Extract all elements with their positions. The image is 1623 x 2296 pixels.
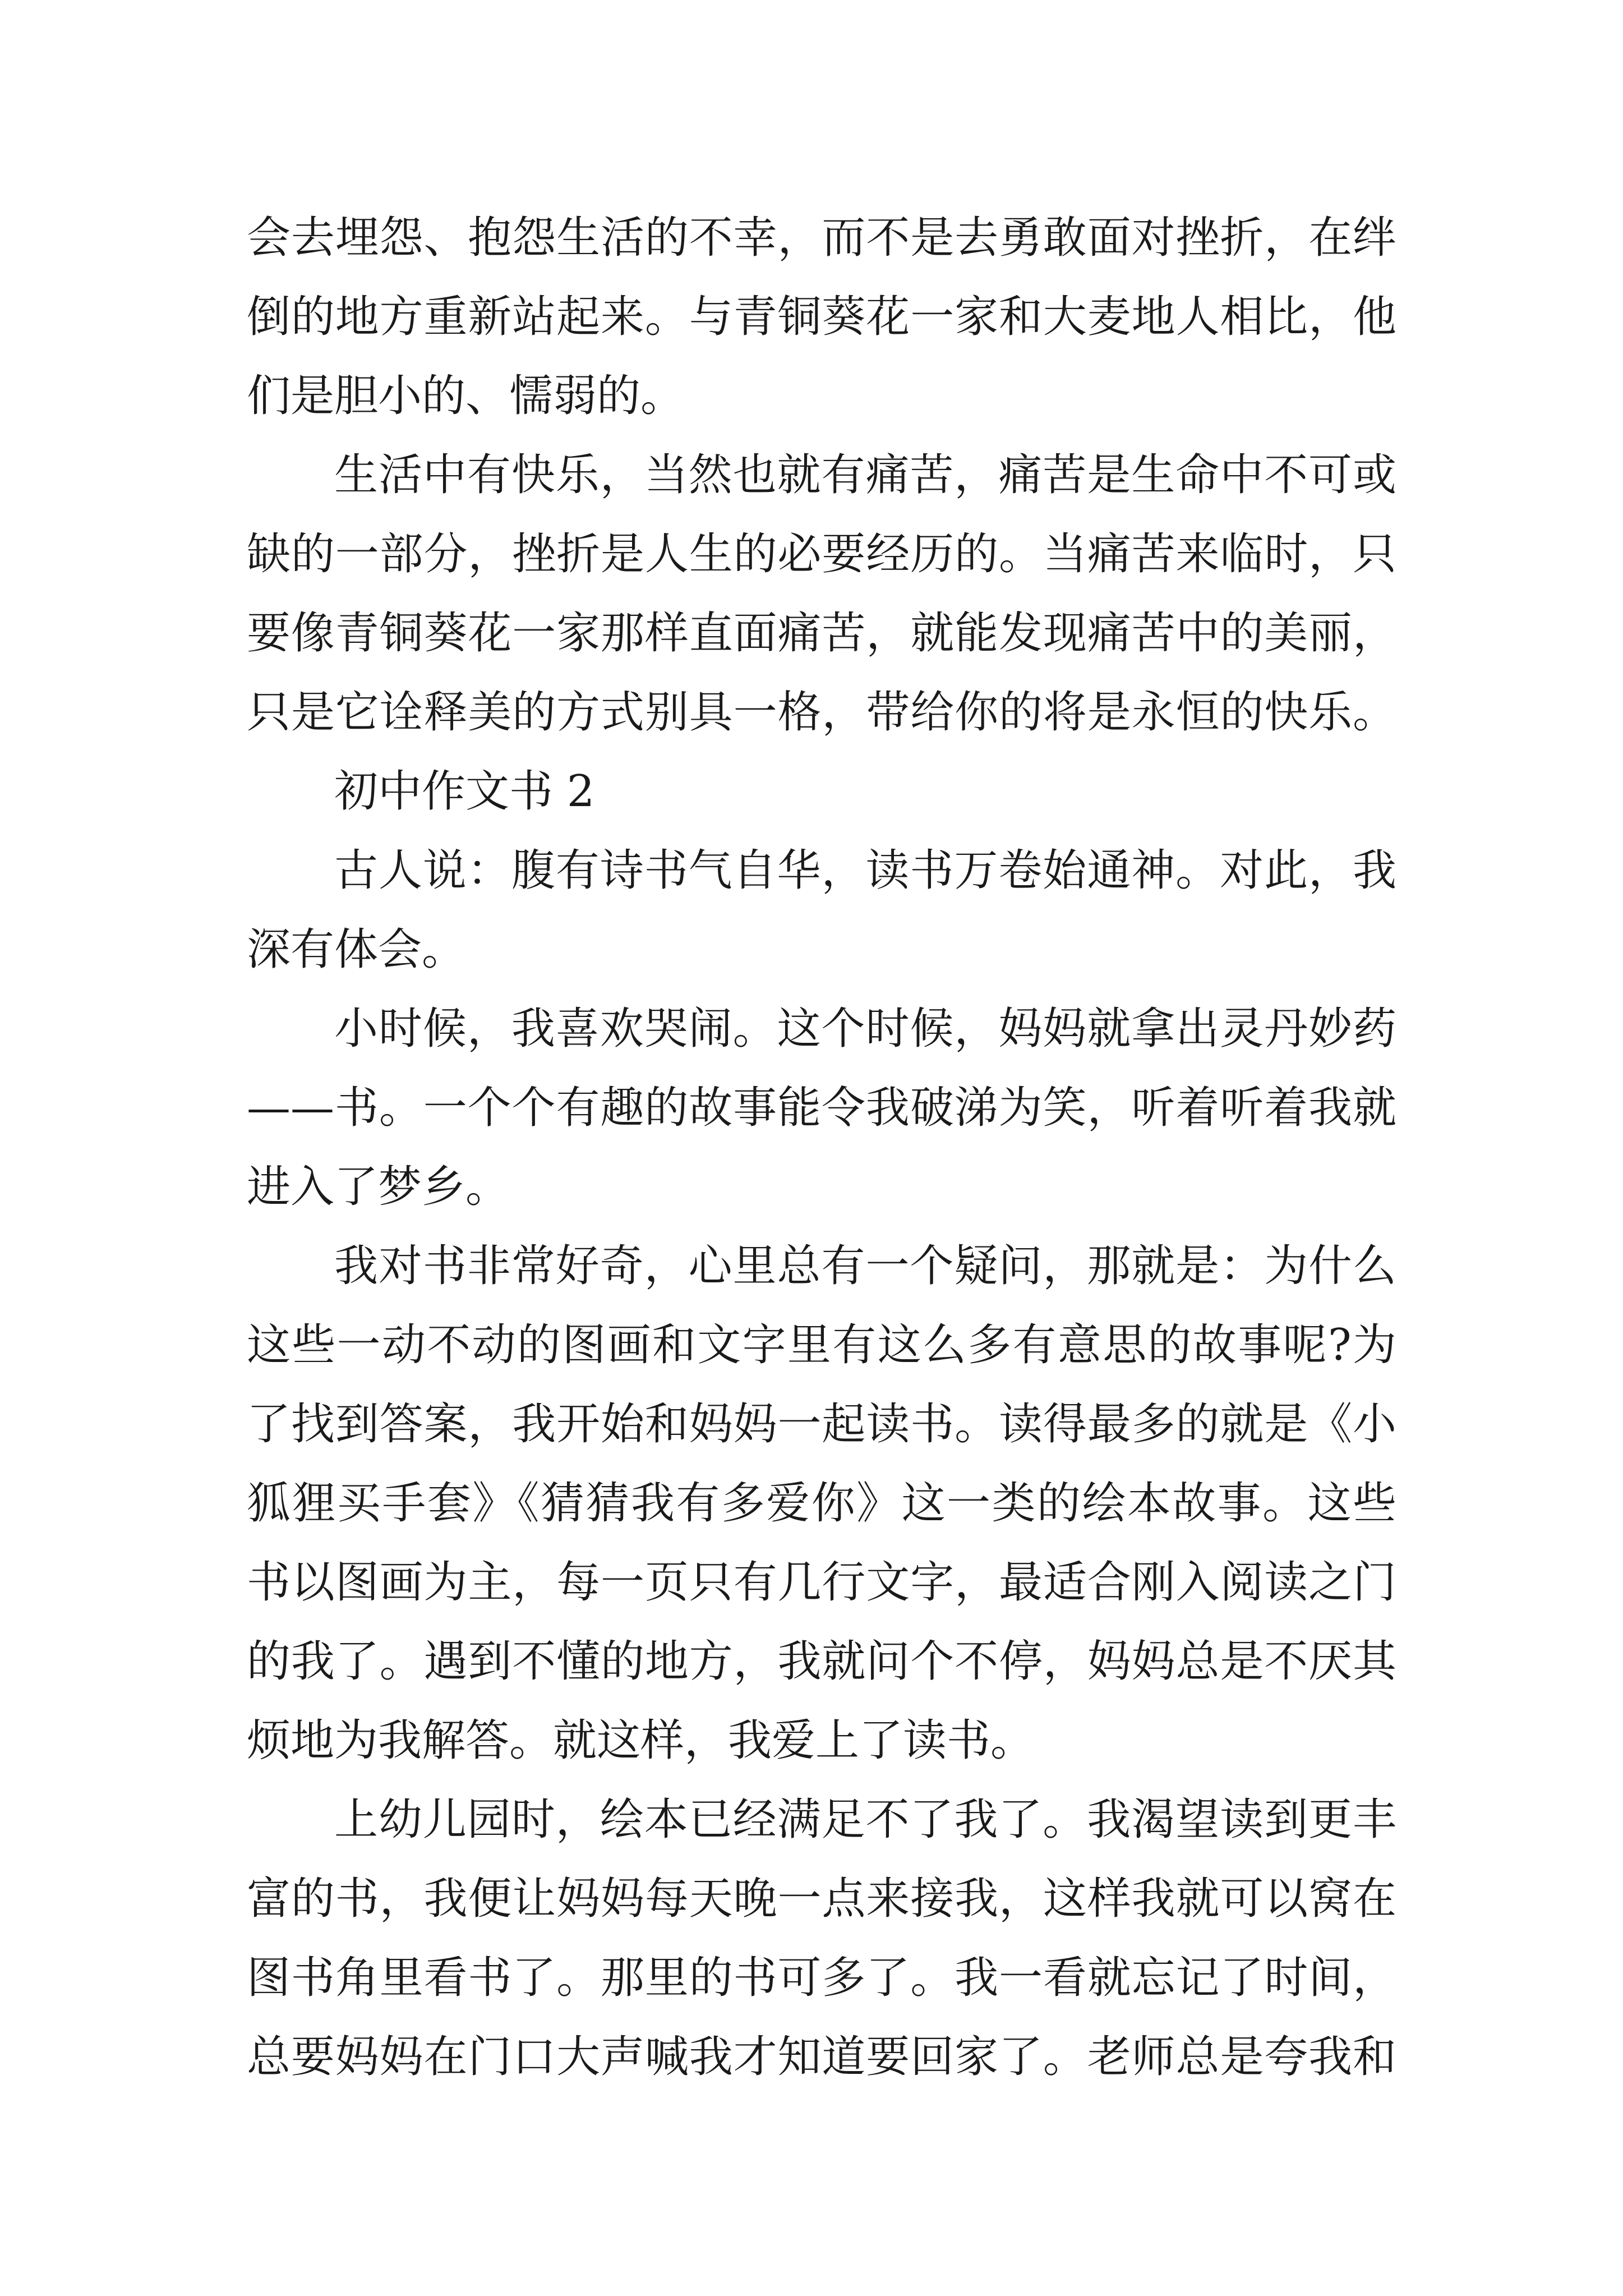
text-line: 倒的地方重新站起来。与青铜葵花一家和大麦地人相比，他 [247, 292, 1396, 342]
text-line: 深有体会。 [247, 924, 466, 975]
text-line: 生活中有快乐，当然也就有痛苦，痛苦是生命中不可或 [334, 450, 1396, 500]
text-line: 要像青铜葵花一家那样直面痛苦，就能发现痛苦中的美丽， [247, 608, 1396, 659]
text-line: 缺的一部分，挫折是人生的必要经历的。当痛苦来临时，只 [247, 529, 1396, 579]
text-line: 这些一动不动的图画和文字里有这么多有意思的故事呢?为 [247, 1320, 1396, 1370]
text-line: 只是它诠释美的方式别具一格，带给你的将是永恒的快乐。 [247, 687, 1396, 738]
text-line: 了找到答案，我开始和妈妈一起读书。读得最多的就是《小 [247, 1399, 1396, 1450]
text-line: 总要妈妈在门口大声喊我才知道要回家了。老师总是夸我和 [247, 2032, 1396, 2082]
text-line: 图书角里看书了。那里的书可多了。我一看就忘记了时间， [247, 1953, 1396, 2003]
text-line: ——书。一个个有趣的故事能令我破涕为笑，听着听着我就 [247, 1083, 1396, 1133]
text-line: 书以图画为主，每一页只有几行文字，最适合刚入阅读之门 [247, 1557, 1396, 1608]
text-line: 小时候，我喜欢哭闹。这个时候，妈妈就拿出灵丹妙药 [334, 1004, 1396, 1054]
text-line: 狐狸买手套》《猜猜我有多爱你》这一类的绘本故事。这些 [247, 1478, 1396, 1529]
text-line: 进入了梦乡。 [247, 1162, 510, 1212]
text-line: 富的书，我便让妈妈每天晚一点来接我，这样我就可以窝在 [247, 1874, 1396, 1924]
text-line: 我对书非常好奇，心里总有一个疑问，那就是：为什么 [334, 1241, 1396, 1291]
text-line: 古人说：腹有诗书气自华，读书万卷始通神。对此，我 [334, 845, 1396, 896]
text-line: 们是胆小的、懦弱的。 [247, 371, 685, 421]
text-line: 的我了。遇到不懂的地方，我就问个不停，妈妈总是不厌其 [247, 1636, 1396, 1687]
section-heading: 初中作文书 2 [334, 766, 595, 817]
text-line: 上幼儿园时，绘本已经满足不了我了。我渴望读到更丰 [334, 1795, 1396, 1845]
document-body [247, 199, 1396, 2097]
text-line: 会去埋怨、抱怨生活的不幸，而不是去勇敢面对挫折，在绊 [247, 213, 1396, 263]
text-line: 烦地为我解答。就这样，我爱上了读书。 [247, 1715, 1035, 1766]
